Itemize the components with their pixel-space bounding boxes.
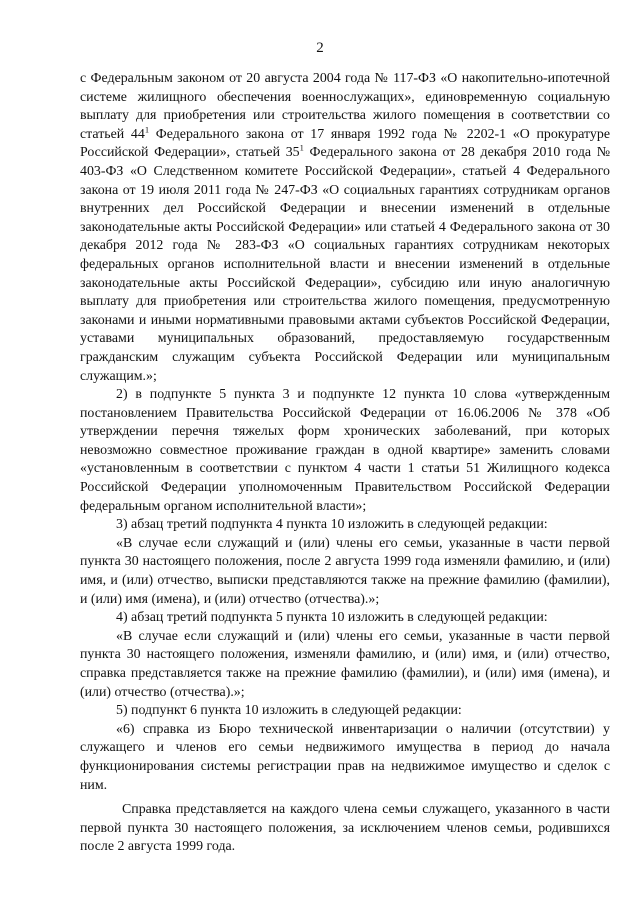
paragraph-continuation [80,70,610,386]
paragraph-item-2: 2) в подпункте 5 пункта 3 и подпункте 12 пункта 10 слова «утвержденным постановлением Правительства Российской Федерации от 16.06.2006 № 378 «Об утверждении перечня тяжелых форм хронических заболеваний, при которых невозможно совместное проживание граждан в одной квартире» заменить словами «установленным в соответствии с пунктом 4 части 1 статьи 51 Жилищного кодекса Российской Федерации уполномоченным Правительством Российской Федерации федеральным органом исполнительной власти»; [80,387,610,514]
paragraph-note: Справка представляется на каждого члена семьи служащего, указанного в части первой пункта 30 настоящего положения, за исключением членов семьи, родившихся после 2 августа 1999 года. [80,802,610,855]
paragraph-item-3: 3) абзац третий подпункта 4 пункта 10 изложить в следующей редакции: [116,517,548,533]
document-body [80,70,610,857]
paragraph-item-4: 4) абзац третий подпункта 5 пункта 10 изложить в следующей редакции: [116,610,548,626]
paragraph-quote-3: «В случае если служащий и (или) члены его семьи, указанные в части первой пункта 30 настоящего положения, после 2 августа 1999 года изменяли фамилию, и (или) имя, и (или) отчество, выписки представляются также на прежние фамилию (фамилии), и (или) имя (имена), и (или) отчество (отчества).»; [80,535,610,607]
paragraph-text: Федерального закона от 28 декабря 2010 года № 403-ФЗ «О Следственном комитете Российской Федерации», статьей 4 Федерального закона от 19 июля 2011 года № 247-ФЗ «О социальных гарантиях сотрудникам органов внутренних дел Российской Федерации и внесении изменений в отдельные законодательные акты Российской Федерации» или статьей 4 Федерального закона от 30 декабря 2012 года № 283-ФЗ «О социальных гарантиях сотрудникам некоторых федеральных органов исполнительной власти и внесении изменений в отдельные законодательные акты Российской Федерации», субсидию или иную аналогичную выплату для приобретения или строительства жилого помещения, предусмотренную законами и иными нормативными правовыми актами субъектов Российской Федерации, уставами муниципальных образований, предоставляемую государственным гражданским служащим субъекта Российской Федерации или муниципальным служащим.»; [80,145,611,384]
paragraph-item-5: 5) подпункт 6 пункта 10 изложить в следующей редакции: [116,703,462,719]
paragraph-quote-4: «В случае если служащий и (или) члены его семьи, указанные в части первой пункта 30 настоящего положения, изменяли фамилию, и (или) имя, и (или) отчество, справка представляется также на прежние фамилию (фамилии), и (или) имя (имена), и (или) отчество (отчества).»; [80,628,610,700]
paragraph-quote-5: «6) справка из Бюро технической инвентаризации о наличии (отсутствии) у служащего и членов его семьи недвижимого имущества в период до начала функционирования системы регистрации прав на недвижимое имущество и сделок с ним. [80,721,610,793]
superscript: 1 [299,142,304,153]
superscript: 1 [144,124,150,135]
paragraph-text: Федерального закона от 17 января 1992 года № 2202-1 «О прокуратуре Российской Федерации», статьей 35 [80,126,610,161]
paragraph-text: с Федеральным законом от 20 августа 2004 года № 117-ФЗ «О накопительно-ипотечной системе жилищного обеспечения военнослужащих», единовременную социальную выплату для приобретения или строительства жилого помещения в соответствии со статьей 44 [80,71,610,142]
page-number: 2 [316,40,324,56]
